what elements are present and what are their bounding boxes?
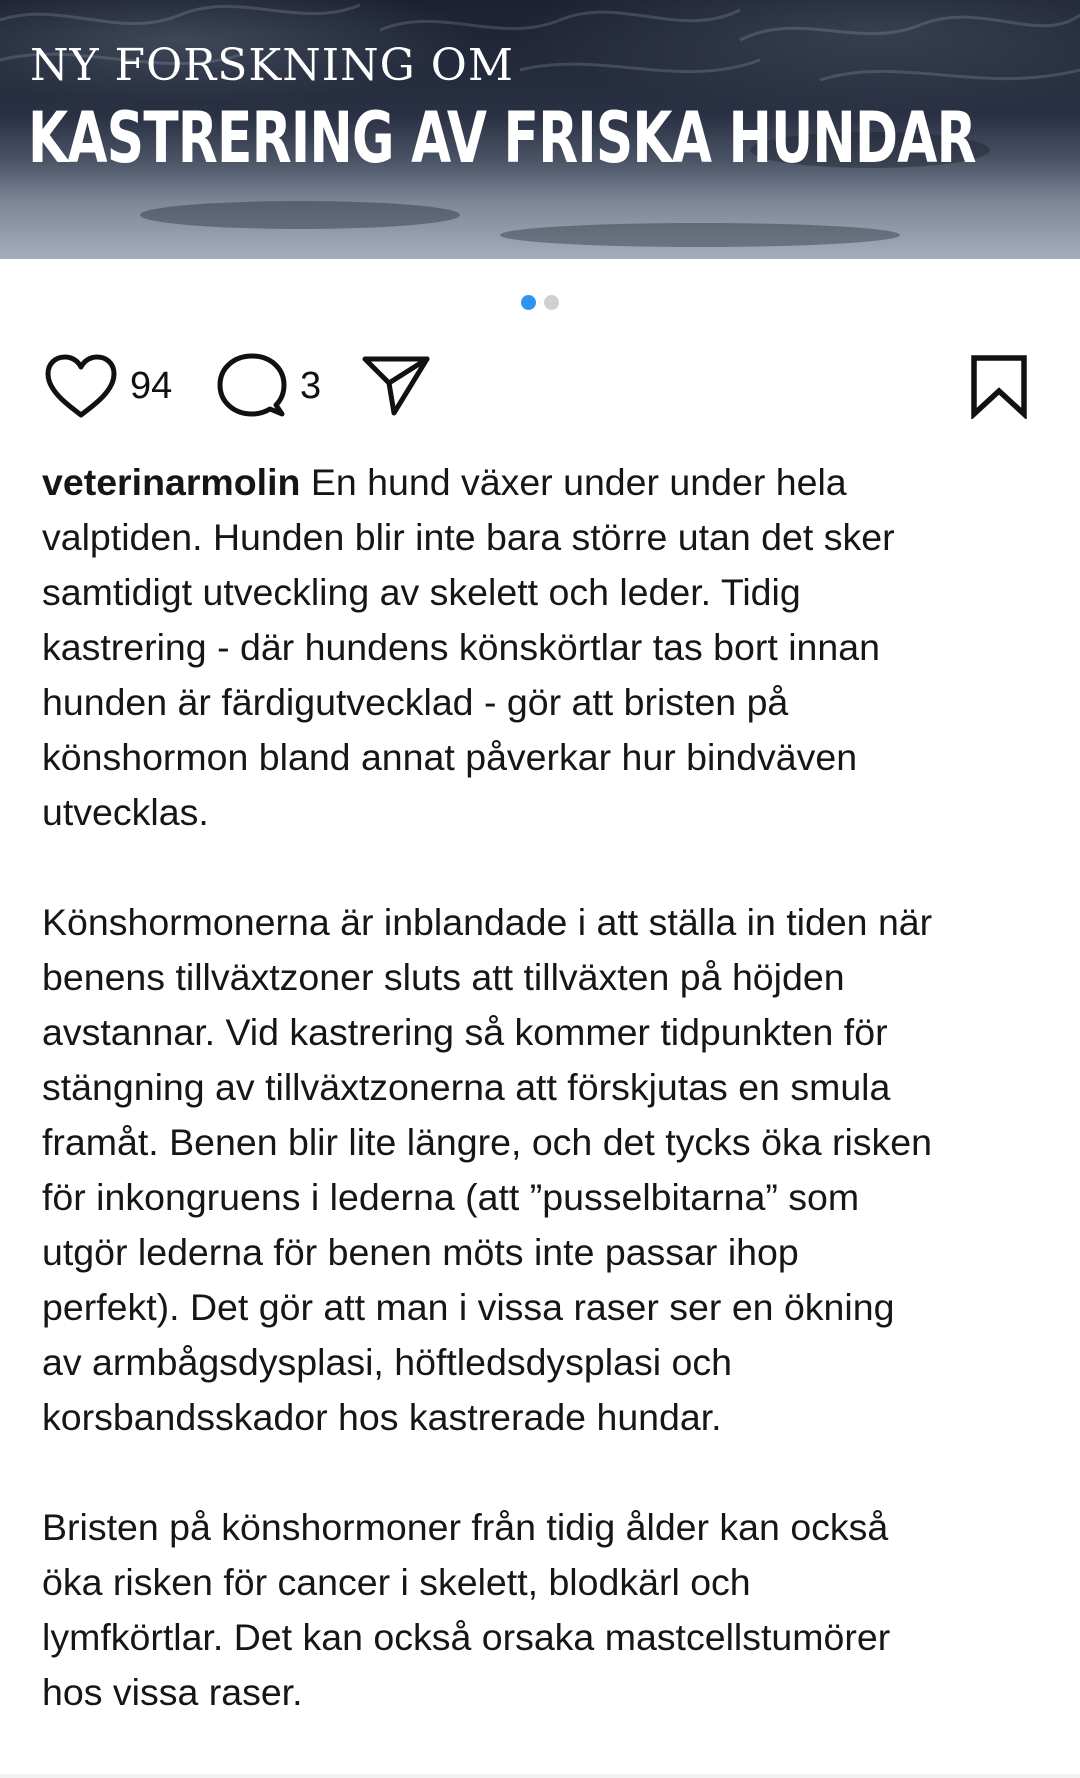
caption-line: samtidigt utveckling av skelett och leder. Tidig [42, 571, 801, 613]
share-icon [360, 353, 432, 419]
caption-line: En hund växer under under hela [310, 461, 847, 503]
banner-headline: KASTRERING AV FRISKA HUNDAR [28, 97, 976, 179]
caption-line: hunden är färdigutvecklad - gör att bristen på [42, 681, 789, 723]
caption-line: framåt. Benen blir lite längre, och det tycks öka risken [42, 1121, 933, 1163]
caption-line: könshormon bland annat påverkar hur bindväven [42, 736, 858, 778]
share-button[interactable] [360, 350, 432, 422]
carousel-dot-1[interactable] [521, 295, 536, 310]
caption-line: utgör lederna för benen möts inte passar ihop [42, 1231, 799, 1273]
bookmark-icon [968, 353, 1030, 419]
caption-line: hos vissa raser. [42, 1671, 303, 1713]
caption-line: Könshormonerna är inblandade i att ställa in tiden när [42, 901, 933, 943]
like-count[interactable]: 94 [130, 364, 173, 407]
caption-line: perfekt). Det gör att man i vissa raser ser en ökning [42, 1286, 895, 1328]
caption-line: av armbågsdysplasi, höftledsdysplasi och [42, 1341, 732, 1383]
post-image[interactable] [0, 0, 1080, 259]
comment-icon [216, 351, 288, 421]
paragraph-gap [42, 1445, 1052, 1500]
caption-line: korsbandsskador hos kastrerade hundar. [42, 1396, 722, 1438]
caption-line: valptiden. Hunden blir inte bara större utan det sker [42, 516, 895, 558]
comment-count[interactable]: 3 [300, 364, 322, 407]
caption-paragraph-3 [42, 1500, 1052, 1720]
post-caption [42, 455, 1052, 1720]
paragraph-gap [42, 840, 1052, 895]
caption-line: avstannar. Vid kastrering så kommer tidpunkten för [42, 1011, 888, 1053]
like-button[interactable] [44, 350, 172, 422]
action-bar [44, 350, 1034, 422]
comment-button[interactable] [216, 350, 321, 422]
caption-line: Bristen på könshormoner från tidig ålder kan också [42, 1506, 889, 1548]
caption-line: öka risken för cancer i skelett, blodkärl och [42, 1561, 751, 1603]
caption-line: benens tillväxtzoner sluts att tillväxten på höjden [42, 956, 845, 998]
caption-line: kastrering - där hundens könskörtlar tas bort innan [42, 626, 880, 668]
caption-line: för inkongruens i lederna (att ”pusselbitarna” som [42, 1176, 860, 1218]
carousel-indicator [0, 295, 1080, 315]
banner-kicker: NY FORSKNING OM [30, 40, 514, 91]
divider [0, 1774, 1080, 1778]
caption-line: stängning av tillväxtzonerna att förskjutas en smula [42, 1066, 891, 1108]
save-button[interactable] [968, 350, 1030, 422]
caption-paragraph-2 [42, 895, 1052, 1445]
caption-line: utvecklas. [42, 791, 209, 833]
heart-icon [44, 353, 118, 419]
caption-paragraph-1 [42, 455, 1052, 840]
carousel-dot-2[interactable] [544, 295, 559, 310]
caption-line: lymfkörtlar. Det kan också orsaka mastcellstumörer [42, 1616, 891, 1658]
username-link[interactable]: veterinarmolin [42, 461, 301, 503]
